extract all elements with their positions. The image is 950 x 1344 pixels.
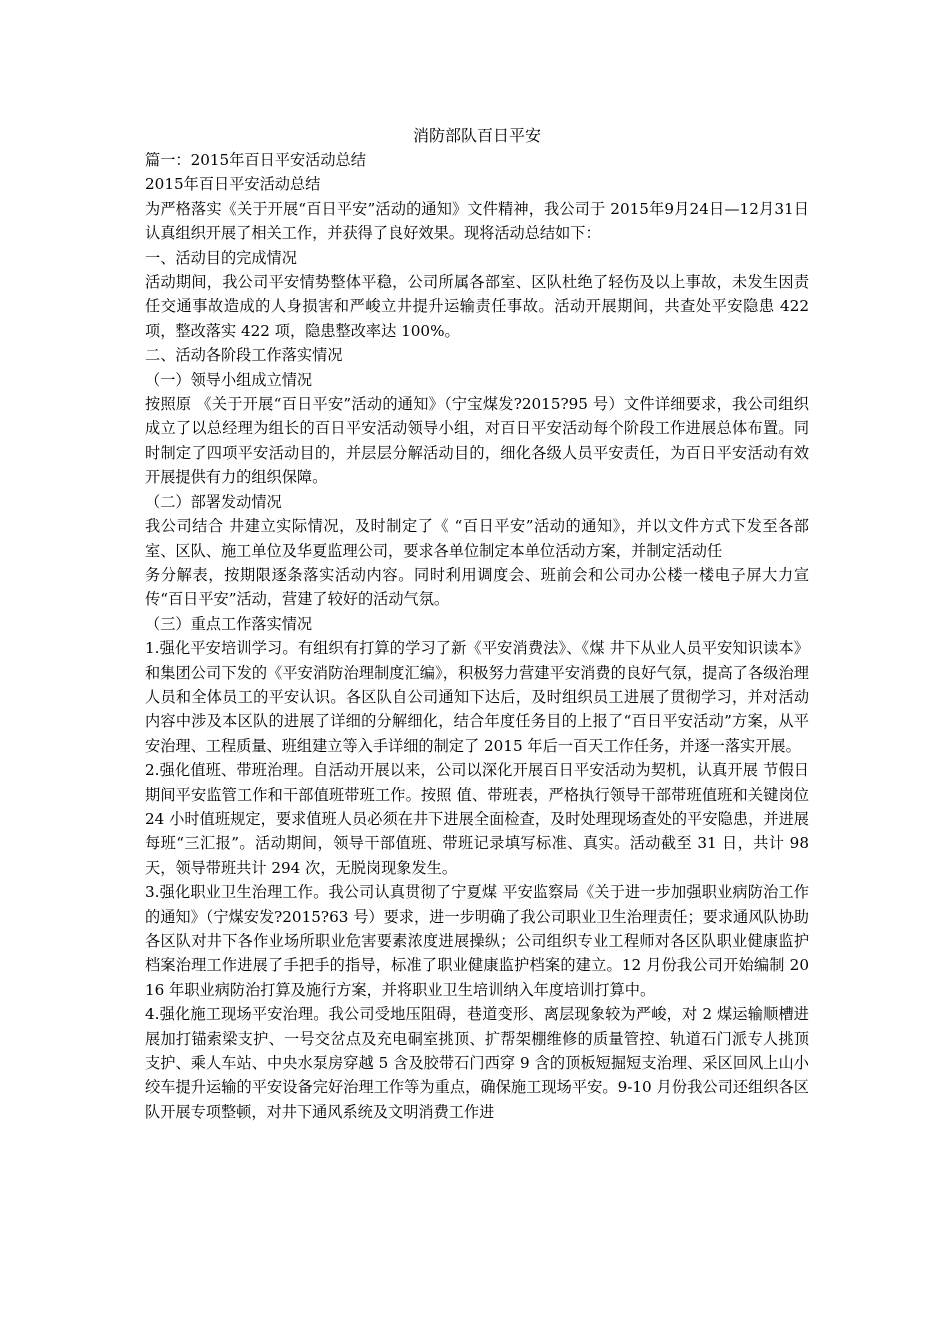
key-work-item-1: 1.强化平安培训学习。有组织有打算的学习了新《平安消费法》、《煤 井下从业人员平安知识读本》和集团公司下发的《平安消防治理制度汇编》，积极努力营建平安消费的良好气氛，提高了各级治理人员和全体员工的平安认识。各区队自公司通知下达后，及时组织员工进展了贯彻学习，并对活动内容中涉及本区队的进展了详细的分解细化，结合年度任务目的上报了“百日平安活动”方案，从平安治理、工程质量、班组建立等入手详细的制定了 2015 年后一百天工作任务，并逐一落实开展。: [145, 639, 809, 755]
key-work-item-4: 4.强化施工现场平安治理。我公司受地压阻碍，巷道变形、离层现象较为严峻，对 2 煤运输顺槽进展加打锚索梁支护、一号交岔点及充电硐室挑顶、扩帮架棚维修的质量管控、轨道石门派专人挑顶支护、乘人车站、中央水泵房穿越 5 含及胶带石门西穿 9 含的顶板短掘短支治理、采区回风上山小绞车提升运输的平安设备完好治理工作等为重点，确保施工现场平安。9-10 月份我公司还组织各区队开展专项整顿，对井下通风系统及文明消费工作进: [145, 1005, 809, 1121]
subtitle: 2015年百日平安活动总结: [145, 175, 321, 194]
document-page: [145, 124, 809, 1124]
section-heading-goal-completion: 一、活动目的完成情况: [145, 248, 297, 267]
section-heading-article-one: 篇一：2015年百日平安活动总结: [145, 151, 366, 169]
goal-completion-paragraph: 活动期间，我公司平安情势整体平稳，公司所属各部室、区队杜绝了轻伤及以上事故，未发生因责任交通事故造成的人身损害和严峻立井提升运输责任事故。活动开展期间，共查处平安隐患 422 项，整改落实 422 项，隐患整改率达 100%。: [145, 273, 809, 340]
key-work-item-2: 2.强化值班、带班治理。自活动开展以来，公司以深化开展百日平安活动为契机，认真开展 节假日期间平安监管工作和干部值班带班工作。按照 值、带班表，严格执行领导干部带班值班和关键岗位 24 小时值班规定，要求值班人员必须在井下进展全面检查，及时处理现场查处的平安隐患，并进展每班“三汇报”。活动期间，领导干部值班、带班记录填写标准、真实。活动截至 31 日，共计 98 天，领导带班共计 294 次，无脱岗现象发生。: [145, 761, 809, 877]
section-heading-stage-work: 二、活动各阶段工作落实情况: [145, 346, 343, 365]
deployment-paragraph: 我公司结合 井建立实际情况，及时制定了《 “百日平安”活动的通知》，并以文件方式下发至各部室、区队、施工单位及华夏监理公司，要求各单位制定本单位活动方案，并制定活动任: [145, 517, 809, 560]
deployment-paragraph-continued: 务分解表，按期限逐条落实活动内容。同时利用调度会、班前会和公司办公楼一楼电子屏大力宣传“百日平安”活动，营建了较好的活动气氛。: [145, 565, 809, 609]
intro-paragraph: 为严格落实《关于开展“百日平安”活动的通知》文件精神，我公司于 2015年9月24日—12月31日认真组织开展了相关工作，并获得了良好效果。现将活动总结如下：: [145, 199, 809, 243]
document-title: 消防部队百日平安: [412, 126, 541, 145]
subheading-leadership-group: （一）领导小组成立情况: [145, 370, 313, 389]
subheading-key-work: （三）重点工作落实情况: [145, 614, 313, 633]
key-work-item-3: 3.强化职业卫生治理工作。我公司认真贯彻了宁夏煤 平安监察局《关于进一步加强职业病防治工作的通知》（宁煤安发?2015?63 号）要求，进一步明确了我公司职业卫生治理责任；要求通风队协助各区队对井下各作业场所职业危害要素浓度进展操纵；公司组织专业工程师对各区队职业健康监护档案治理工作进展了手把手的指导，标准了职业健康监护档案的建立。12 月份我公司开始编制 2016 年职业病防治打算及施行方案，并将职业卫生培训纳入年度培训打算中。: [145, 883, 809, 999]
subheading-deployment: （二）部署发动情况: [145, 492, 282, 511]
leadership-group-paragraph: 按照原 《关于开展“百日平安”活动的通知》（宁宝煤发?2015?95 号）文件详细要求，我公司组织成立了以总经理为组长的百日平安活动领导小组，对百日平安活动每个阶段工作进展总体布置。同时制定了四项平安活动目的，并层层分解活动目的，细化各级人员平安责任，为百日平安活动有效开展提供有力的组织保障。: [145, 395, 809, 487]
